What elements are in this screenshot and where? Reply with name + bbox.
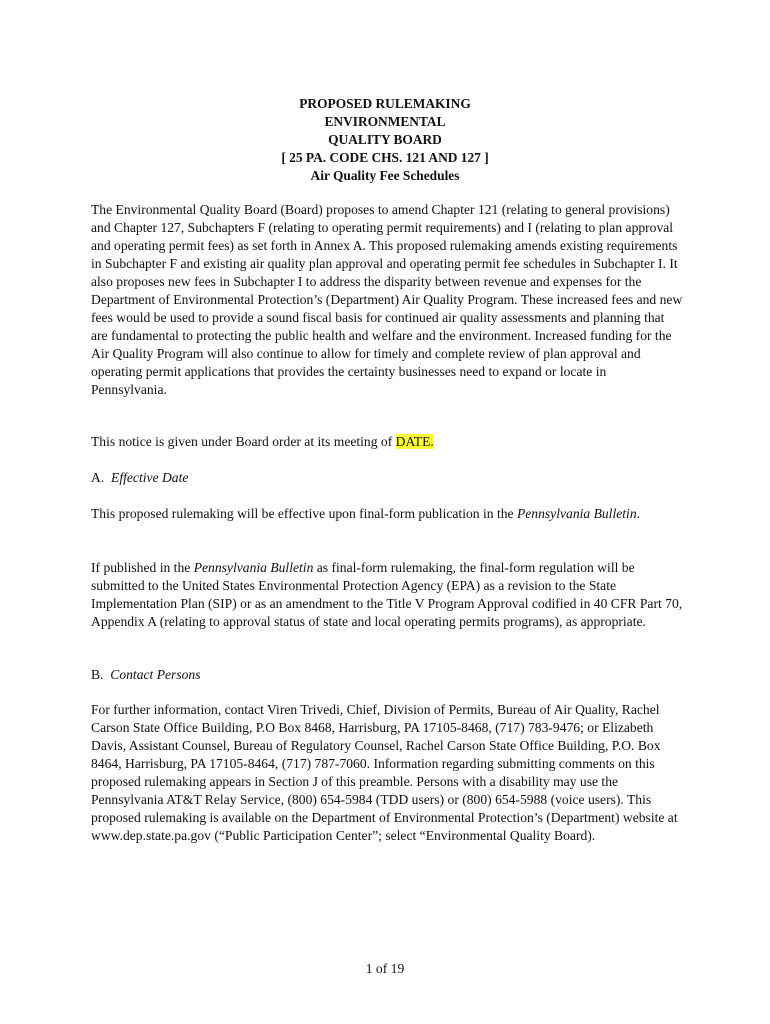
heading-line-proposed-rulemaking: PROPOSED RULEMAKING	[299, 96, 471, 111]
submission-paragraph-block	[91, 559, 683, 631]
notice-paragraph-block	[91, 433, 683, 451]
contact-paragraph: For further information, contact Viren Trivedi, Chief, Division of Permits, Bureau of Air Quality, Rachel Carson State Office Building, P.O Box 8468, Harrisburg, PA 17105-8468, (717) 783-9476; or Elizabeth Davis, Assistant Counsel, Bureau of Regulatory Counsel, Rachel Carson State Office Building, P.O. Box 8464, Harrisburg, PA 17105-8464, (717) 787-7060. Information regarding submitting comments on this proposed rulemaking appears in Section J of this preamble. Persons with a disability may use the Pennsylvania AT&T Relay Service, (800) 654-5984 (TDD users) or (800) 654-5988 (voice users). This proposed rulemaking is available on the Department of Environmental Protection’s (Department) website at www.dep.state.pa.gov (“Public Participation Center”; select “Environmental Quality Board).	[91, 702, 678, 843]
intro-paragraph: The Environmental Quality Board (Board) proposes to amend Chapter 121 (relating to general provisions) and Chapter 127, Subchapters F (relating to operating permit requirements) and I (relating to plan approval and operating permit fees) as set forth in Annex A. This proposed rulemaking amends existing requirements in Subchapter F and existing air quality plan approval and operating permit fee schedules in Subchapter I. It also proposes new fees in Subchapter I to address the disparity between revenue and expenses for the Department of Environmental Protection’s (Department) Air Quality Program. These increased fees and new fees would be used to provide a sound fiscal basis for continued air quality assessments and planning that are fundamental to protecting the public health and welfare and the environment. Increased funding for the Air Quality Program will also continue to allow for timely and complete review of plan approval and operating permit applications that provides the certainty businesses need to expand or locate in Pennsylvania.	[91, 202, 683, 397]
section-b-heading	[91, 666, 683, 684]
effective-date-text: This proposed rulemaking will be effective upon final-form publication in the	[91, 506, 517, 521]
pennsylvania-bulletin-italic: Pennsylvania Bulletin	[516, 506, 637, 521]
heading-line-subject: Air Quality Fee Schedules	[310, 168, 460, 183]
heading-line-environmental: ENVIRONMENTAL	[324, 114, 446, 129]
heading-line-code-chapters: [ 25 PA. CODE CHS. 121 AND 127 ]	[281, 150, 489, 165]
heading-line-quality-board: QUALITY BOARD	[328, 132, 442, 147]
document-heading	[0, 95, 770, 185]
submission-paragraph	[91, 559, 683, 631]
intro-paragraph-block	[91, 201, 683, 399]
effective-date-suffix: .	[636, 506, 641, 521]
effective-date-paragraph	[91, 505, 683, 523]
page-number: 1 of 19	[365, 961, 405, 976]
highlighted-date-placeholder: DATE.	[395, 434, 434, 449]
effective-date-paragraph-block	[91, 505, 683, 523]
notice-text: This notice is given under Board order at its meeting of	[91, 434, 396, 449]
submission-text: as final-form rulemaking, the final-form regulation will be submitted to the United States Environmental Protection Agency (EPA) as a revision to the State Implementation Plan (SIP) or as an amendment to the Title V Program Approval codified in 40 CFR Part 70, Appendix A (relating to approval status of state and local operating permits programs), as appropriate.	[91, 560, 683, 629]
section-b-title: Contact Persons	[110, 667, 201, 682]
section-b-letter: B.	[91, 667, 104, 682]
section-a-letter: A.	[91, 470, 105, 485]
submission-text-prefix: If published in the	[91, 560, 194, 575]
contact-paragraph-block	[91, 701, 683, 845]
pennsylvania-bulletin-italic: Pennsylvania Bulletin	[193, 560, 314, 575]
section-a-heading	[91, 469, 683, 487]
section-a-title: Effective Date	[111, 470, 189, 485]
notice-paragraph	[91, 433, 683, 451]
